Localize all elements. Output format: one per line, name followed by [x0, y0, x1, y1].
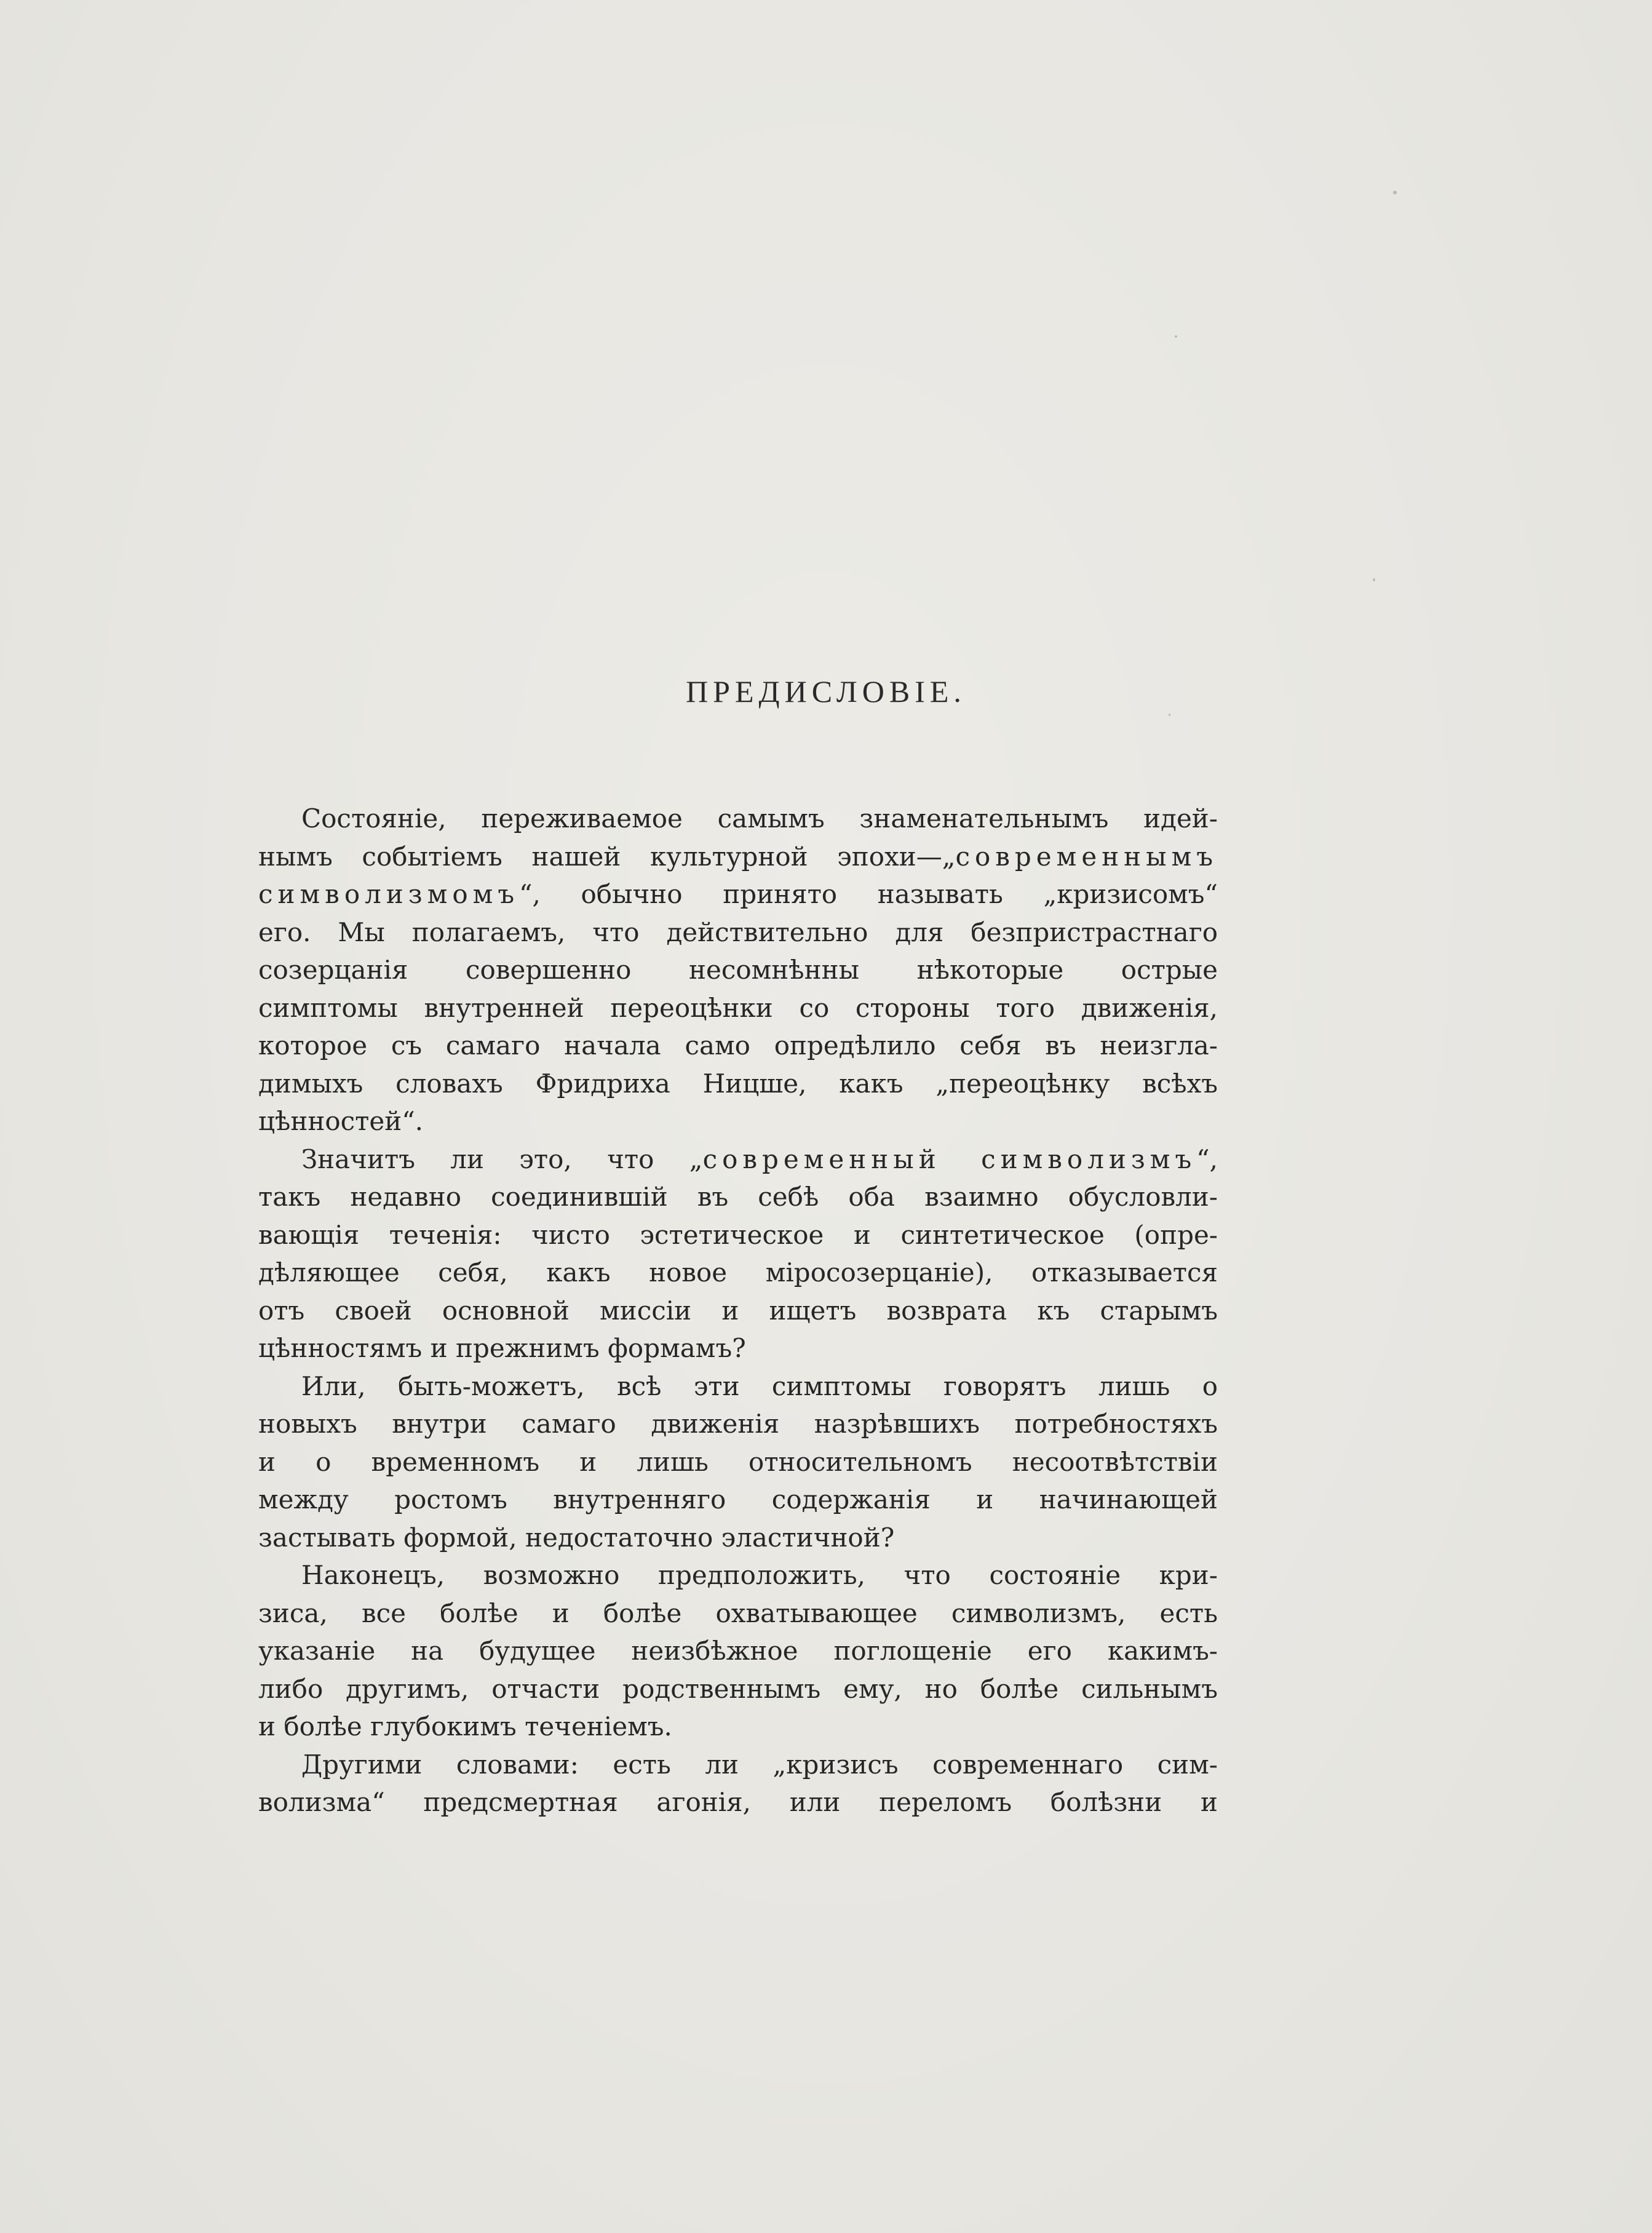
text-line: отъ своей основной миссіи и ищетъ возврата къ старымъ [258, 1295, 1218, 1326]
text-line: симптомы внутренней переоцѣнки со стороны того движенія, [258, 992, 1218, 1023]
paper-speck [1393, 191, 1397, 194]
text-line: такъ недавно соединившій въ себѣ оба взаимно обусловли- [258, 1182, 1218, 1212]
paper-speck [1373, 578, 1375, 581]
text-line: которое съ самаго начала само опредѣлило себя въ неизгла- [258, 1030, 1218, 1061]
text-line: зиса, все болѣе и болѣе охватывающее символизмъ, есть [258, 1598, 1218, 1628]
text-line: новыхъ внутри самаго движенія назрѣвшихъ потребностяхъ [258, 1409, 1218, 1439]
text-line: указаніе на будущее неизбѣжное поглощеніе его какимъ- [258, 1636, 1218, 1666]
text-line: символизмомъ“, обычно принято называть „кризисомъ“ [258, 879, 1218, 909]
paragraph [258, 800, 1218, 1140]
paragraph [258, 1556, 1218, 1746]
paper-speck [1169, 714, 1170, 716]
paragraph [258, 1367, 1218, 1557]
text-line: цѣнностямъ и прежнимъ формамъ? [258, 1333, 746, 1363]
text-line: либо другимъ, отчасти родственнымъ ему, но болѣе сильнымъ [258, 1673, 1218, 1704]
paragraph [258, 1140, 1218, 1367]
text-line: между ростомъ внутренняго содержанія и начинающей [258, 1484, 1218, 1515]
text-line: цѣнностей“. [258, 1106, 424, 1136]
text-line: и о временномъ и лишь относительномъ несоотвѣтствіи [258, 1446, 1218, 1477]
text-line: застывать формой, недостаточно эластичной? [258, 1522, 895, 1553]
text-line: Состояніе, переживаемое самымъ знаменательнымъ идей- [301, 803, 1218, 834]
text-line: Наконецъ, возможно предположить, что состояніе кри- [301, 1560, 1218, 1590]
page-title: ПРЕДИСЛОВІЕ. [686, 674, 966, 709]
text-line: Или, быть-можетъ, всѣ эти симптомы говорятъ лишь о [301, 1371, 1218, 1401]
text-line: димыхъ словахъ Фридриха Ницше, какъ „переоцѣнку всѣхъ [258, 1068, 1218, 1099]
text-line: дѣляющее себя, какъ новое міросозерцаніе), отказывается [258, 1257, 1218, 1288]
text-line: волизма“ предсмертная агонія, или переломъ болѣзни и [258, 1787, 1218, 1817]
text-line: вающія теченія: чисто эстетическое и синтетическое (опре- [258, 1219, 1218, 1250]
text-line: созерцанія совершенно несомнѣнны нѣкоторые острые [258, 955, 1218, 985]
body-text [258, 800, 1218, 1821]
text-line: Другими словами: есть ли „кризисъ современнаго сим- [301, 1749, 1218, 1780]
paragraph [258, 1746, 1218, 1821]
text-line: нымъ событіемъ нашей культурной эпохи—„современнымъ [258, 841, 1218, 872]
paper-speck [1175, 335, 1177, 338]
text-line: и болѣе глубокимъ теченіемъ. [258, 1711, 672, 1741]
text-line: Значитъ ли это, что „современный символизмъ“, [301, 1144, 1218, 1174]
text-line: его. Мы полагаемъ, что действительно для безпристрастнаго [258, 917, 1218, 947]
